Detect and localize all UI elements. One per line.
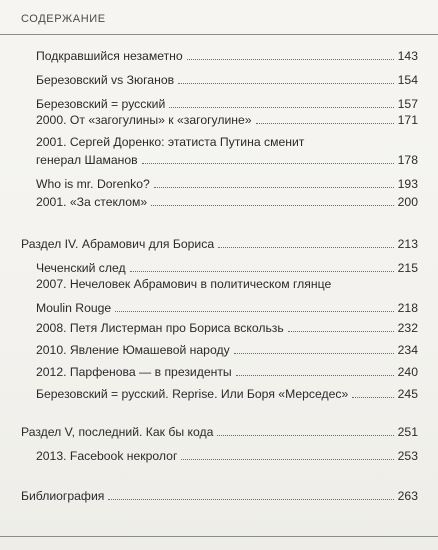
toc-entry-title: 2013. Facebook некролог bbox=[36, 449, 178, 463]
toc-entry-title: Who is mr. Dorenko? bbox=[36, 177, 150, 191]
dot-leader bbox=[217, 435, 393, 436]
toc-entry-page: 200 bbox=[397, 195, 418, 209]
toc-entry bbox=[36, 340, 418, 358]
toc-entry-title: Березовский = русский. Reprise. Или Боря «Мерседес» bbox=[36, 387, 349, 401]
toc-section-page: 213 bbox=[397, 237, 418, 251]
dot-leader bbox=[178, 83, 394, 84]
dot-leader bbox=[236, 375, 394, 376]
dot-leader bbox=[130, 271, 394, 272]
toc-entry-page: 218 bbox=[397, 301, 418, 315]
toc-section bbox=[21, 486, 418, 504]
dot-leader bbox=[169, 107, 393, 108]
toc-entry-page: 245 bbox=[397, 387, 418, 401]
toc-entry-title: Березовский = русский bbox=[36, 97, 166, 111]
toc-entry-page: 232 bbox=[397, 321, 418, 335]
toc-entry-first-line bbox=[36, 276, 331, 294]
dot-leader bbox=[151, 205, 393, 206]
toc-entry bbox=[36, 174, 418, 192]
toc-entry-title: Moulin Rouge bbox=[36, 301, 112, 315]
toc-entry-page: 154 bbox=[397, 73, 418, 87]
toc-entry-page: 240 bbox=[397, 365, 418, 379]
toc-section bbox=[21, 234, 418, 252]
toc-entry bbox=[36, 446, 418, 464]
dot-leader bbox=[108, 499, 393, 500]
dot-leader bbox=[256, 123, 394, 124]
toc-section-page: 251 bbox=[397, 425, 418, 439]
dot-leader bbox=[352, 397, 393, 398]
contents-header: СОДЕРЖАНИЕ bbox=[21, 13, 106, 25]
toc-entry-page: 143 bbox=[397, 49, 418, 63]
toc-section-title: Раздел IV. Абрамович для Бориса bbox=[21, 237, 215, 251]
toc-section-title: Раздел V, последний. Как бы кода bbox=[21, 425, 214, 439]
top-rule bbox=[0, 34, 438, 35]
toc-entry-title: Подкравшийся незаметно bbox=[36, 49, 183, 63]
dot-leader bbox=[142, 163, 394, 164]
bottom-rule bbox=[0, 536, 438, 537]
toc-entry bbox=[36, 110, 418, 128]
dot-leader bbox=[187, 59, 394, 60]
dot-leader bbox=[288, 331, 394, 332]
toc-entry-title: 2007. Нечеловек Абрамович в политическом глянце bbox=[36, 277, 332, 291]
toc-section-page: 263 bbox=[397, 489, 418, 503]
toc-entry-title: 2000. От «загогулины» к «загогулине» bbox=[36, 113, 252, 127]
toc-entry-title: 2010. Явление Юмашевой народу bbox=[36, 343, 230, 357]
toc-entry-title: генерал Шаманов bbox=[36, 153, 138, 167]
toc-entry bbox=[36, 192, 418, 210]
toc-entry-title: 2001. Сергей Доренко: этатиста Путина сменит bbox=[36, 135, 305, 149]
toc-entry-page: 215 bbox=[397, 261, 418, 275]
dot-leader bbox=[115, 311, 393, 312]
toc-entry bbox=[36, 150, 418, 168]
toc-entry bbox=[36, 46, 418, 64]
dot-leader bbox=[181, 459, 393, 460]
dot-leader bbox=[154, 187, 394, 188]
toc-entry bbox=[36, 258, 418, 276]
toc-entry bbox=[36, 70, 418, 88]
toc-entry bbox=[36, 318, 418, 336]
dot-leader bbox=[234, 353, 394, 354]
toc-section bbox=[21, 422, 418, 440]
toc-section-title: Библиография bbox=[21, 489, 105, 503]
toc-entry bbox=[36, 298, 418, 316]
toc-entry-title: 2001. «За стеклом» bbox=[36, 195, 148, 209]
toc-entry-page: 171 bbox=[397, 113, 418, 127]
toc-entry-page: 234 bbox=[397, 343, 418, 357]
toc-entry bbox=[36, 362, 418, 380]
toc-entry-title: 2012. Парфенова — в президенты bbox=[36, 365, 232, 379]
dot-leader bbox=[218, 247, 394, 248]
toc-entry-page: 253 bbox=[397, 449, 418, 463]
toc-entry bbox=[36, 384, 418, 402]
toc-entry-page: 178 bbox=[397, 153, 418, 167]
toc-entry-title: Березовский vs Зюганов bbox=[36, 73, 175, 87]
toc-entry-title: 2008. Петя Листерман про Бориса вскользь bbox=[36, 321, 284, 335]
toc-entry-page: 193 bbox=[397, 177, 418, 191]
toc-entry-page: 157 bbox=[397, 97, 418, 111]
toc-entry-title: Чеченский след bbox=[36, 261, 126, 275]
